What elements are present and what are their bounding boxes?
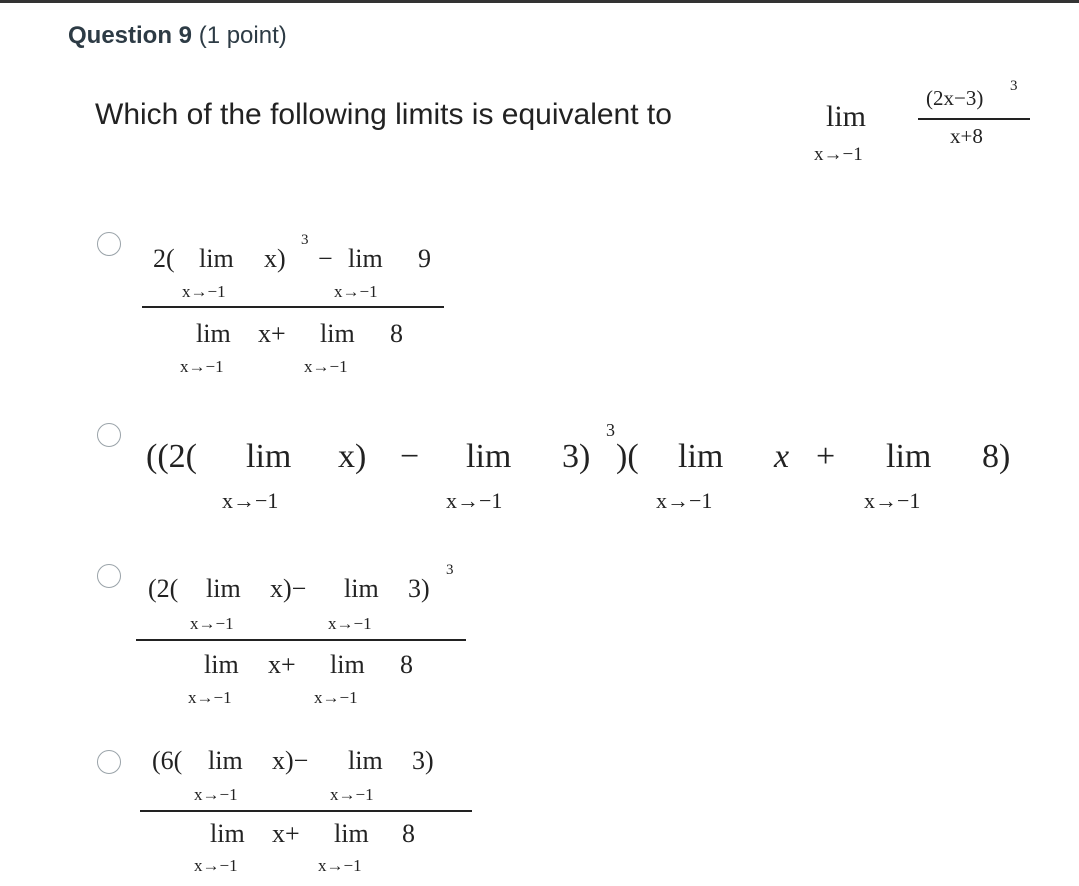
option-4-num-part: lim	[208, 746, 243, 775]
question-stem: Which of the following limits is equivalent to	[95, 98, 672, 131]
option-2-part: 8)	[982, 438, 1011, 475]
option-3-den-sub: x→−1	[314, 688, 358, 707]
option-3-den-part: lim	[330, 650, 365, 679]
option-1-fraction-bar	[142, 306, 444, 308]
option-1-num-part: x)	[264, 244, 286, 273]
option-2-part: lim	[466, 438, 512, 475]
option-1-num-part: lim	[199, 244, 234, 273]
question-header	[68, 22, 287, 50]
option-3-exponent: 3	[446, 562, 454, 578]
option-3-den-sub: x→−1	[188, 688, 232, 707]
option-3-num-part: lim	[206, 574, 241, 603]
option-1-den-sub: x→−1	[304, 357, 348, 376]
option-3-num-part: 3)	[408, 574, 430, 603]
option-4-num-sub: x→−1	[330, 785, 374, 804]
option-4-den-part: lim	[210, 819, 245, 848]
option-1-num-part: 3	[301, 232, 309, 248]
top-divider	[0, 0, 1079, 3]
option-3-den-part: lim	[204, 650, 239, 679]
option-2-radio[interactable]	[97, 423, 121, 447]
stem-denominator: x+8	[950, 124, 983, 148]
option-4-radio[interactable]	[97, 750, 121, 774]
stem-lim-sub: x→−1	[814, 144, 863, 165]
option-1-radio[interactable]	[97, 232, 121, 256]
option-2-part: )(	[616, 438, 639, 475]
option-1-num-part: −	[318, 244, 333, 273]
option-3-num-part: lim	[344, 574, 379, 603]
option-1-num-sub: x→−1	[182, 282, 226, 301]
option-3-fraction-bar	[136, 639, 466, 641]
stem-exponent: 3	[1010, 78, 1018, 94]
option-4-num-part: x)−	[272, 746, 309, 775]
option-1-den-part: x+	[258, 319, 286, 348]
option-3-radio[interactable]	[97, 564, 121, 588]
stem-lim: lim	[826, 100, 867, 133]
question-points: (1 point)	[198, 22, 287, 49]
stem-fraction-bar	[918, 118, 1030, 120]
option-1-den-part: lim	[320, 319, 355, 348]
option-4-num-part: (6(	[152, 746, 183, 775]
option-2-part: lim	[678, 438, 724, 475]
option-2-part: ((2(	[146, 438, 197, 475]
option-3-num-sub: x→−1	[328, 614, 372, 633]
option-1-den-part: lim	[196, 319, 231, 348]
option-2-sub: x→−1	[656, 488, 713, 513]
option-2-part: 3)	[562, 438, 591, 475]
question-title: Question 9	[68, 22, 193, 49]
option-2-part: +	[816, 438, 836, 475]
option-2-sub: x→−1	[446, 488, 503, 513]
option-3-num-sub: x→−1	[190, 614, 234, 633]
option-4-den-part: 8	[402, 819, 415, 848]
option-2-sub: x→−1	[864, 488, 921, 513]
option-2-part: x)	[338, 438, 367, 475]
option-4-fraction-bar	[140, 810, 472, 812]
option-3-den-part: 8	[400, 650, 413, 679]
option-2-part: lim	[886, 438, 932, 475]
option-4-den-sub: x→−1	[318, 856, 362, 875]
option-1-den-part: 8	[390, 319, 403, 348]
option-2-part: lim	[246, 438, 292, 475]
stem-numerator: (2x−3)	[926, 86, 984, 110]
option-4-num-part: lim	[348, 746, 383, 775]
option-2-part: −	[400, 438, 420, 475]
option-1-num-part: 2(	[153, 244, 175, 273]
option-3-num-part: x)−	[270, 574, 307, 603]
option-1-num-part: lim	[348, 244, 383, 273]
option-2-sub: x→−1	[222, 488, 279, 513]
option-4-den-part: x+	[272, 819, 300, 848]
option-1-num-part: 9	[418, 244, 431, 273]
option-4-den-sub: x→−1	[194, 856, 238, 875]
option-1-den-sub: x→−1	[180, 357, 224, 376]
option-3-num-part: (2(	[148, 574, 179, 603]
option-2-part: x	[774, 438, 790, 475]
option-4-num-part: 3)	[412, 746, 434, 775]
option-1-num-sub: x→−1	[334, 282, 378, 301]
option-4-den-part: lim	[334, 819, 369, 848]
option-2-exponent: 3	[606, 420, 615, 440]
option-3-den-part: x+	[268, 650, 296, 679]
option-4-num-sub: x→−1	[194, 785, 238, 804]
